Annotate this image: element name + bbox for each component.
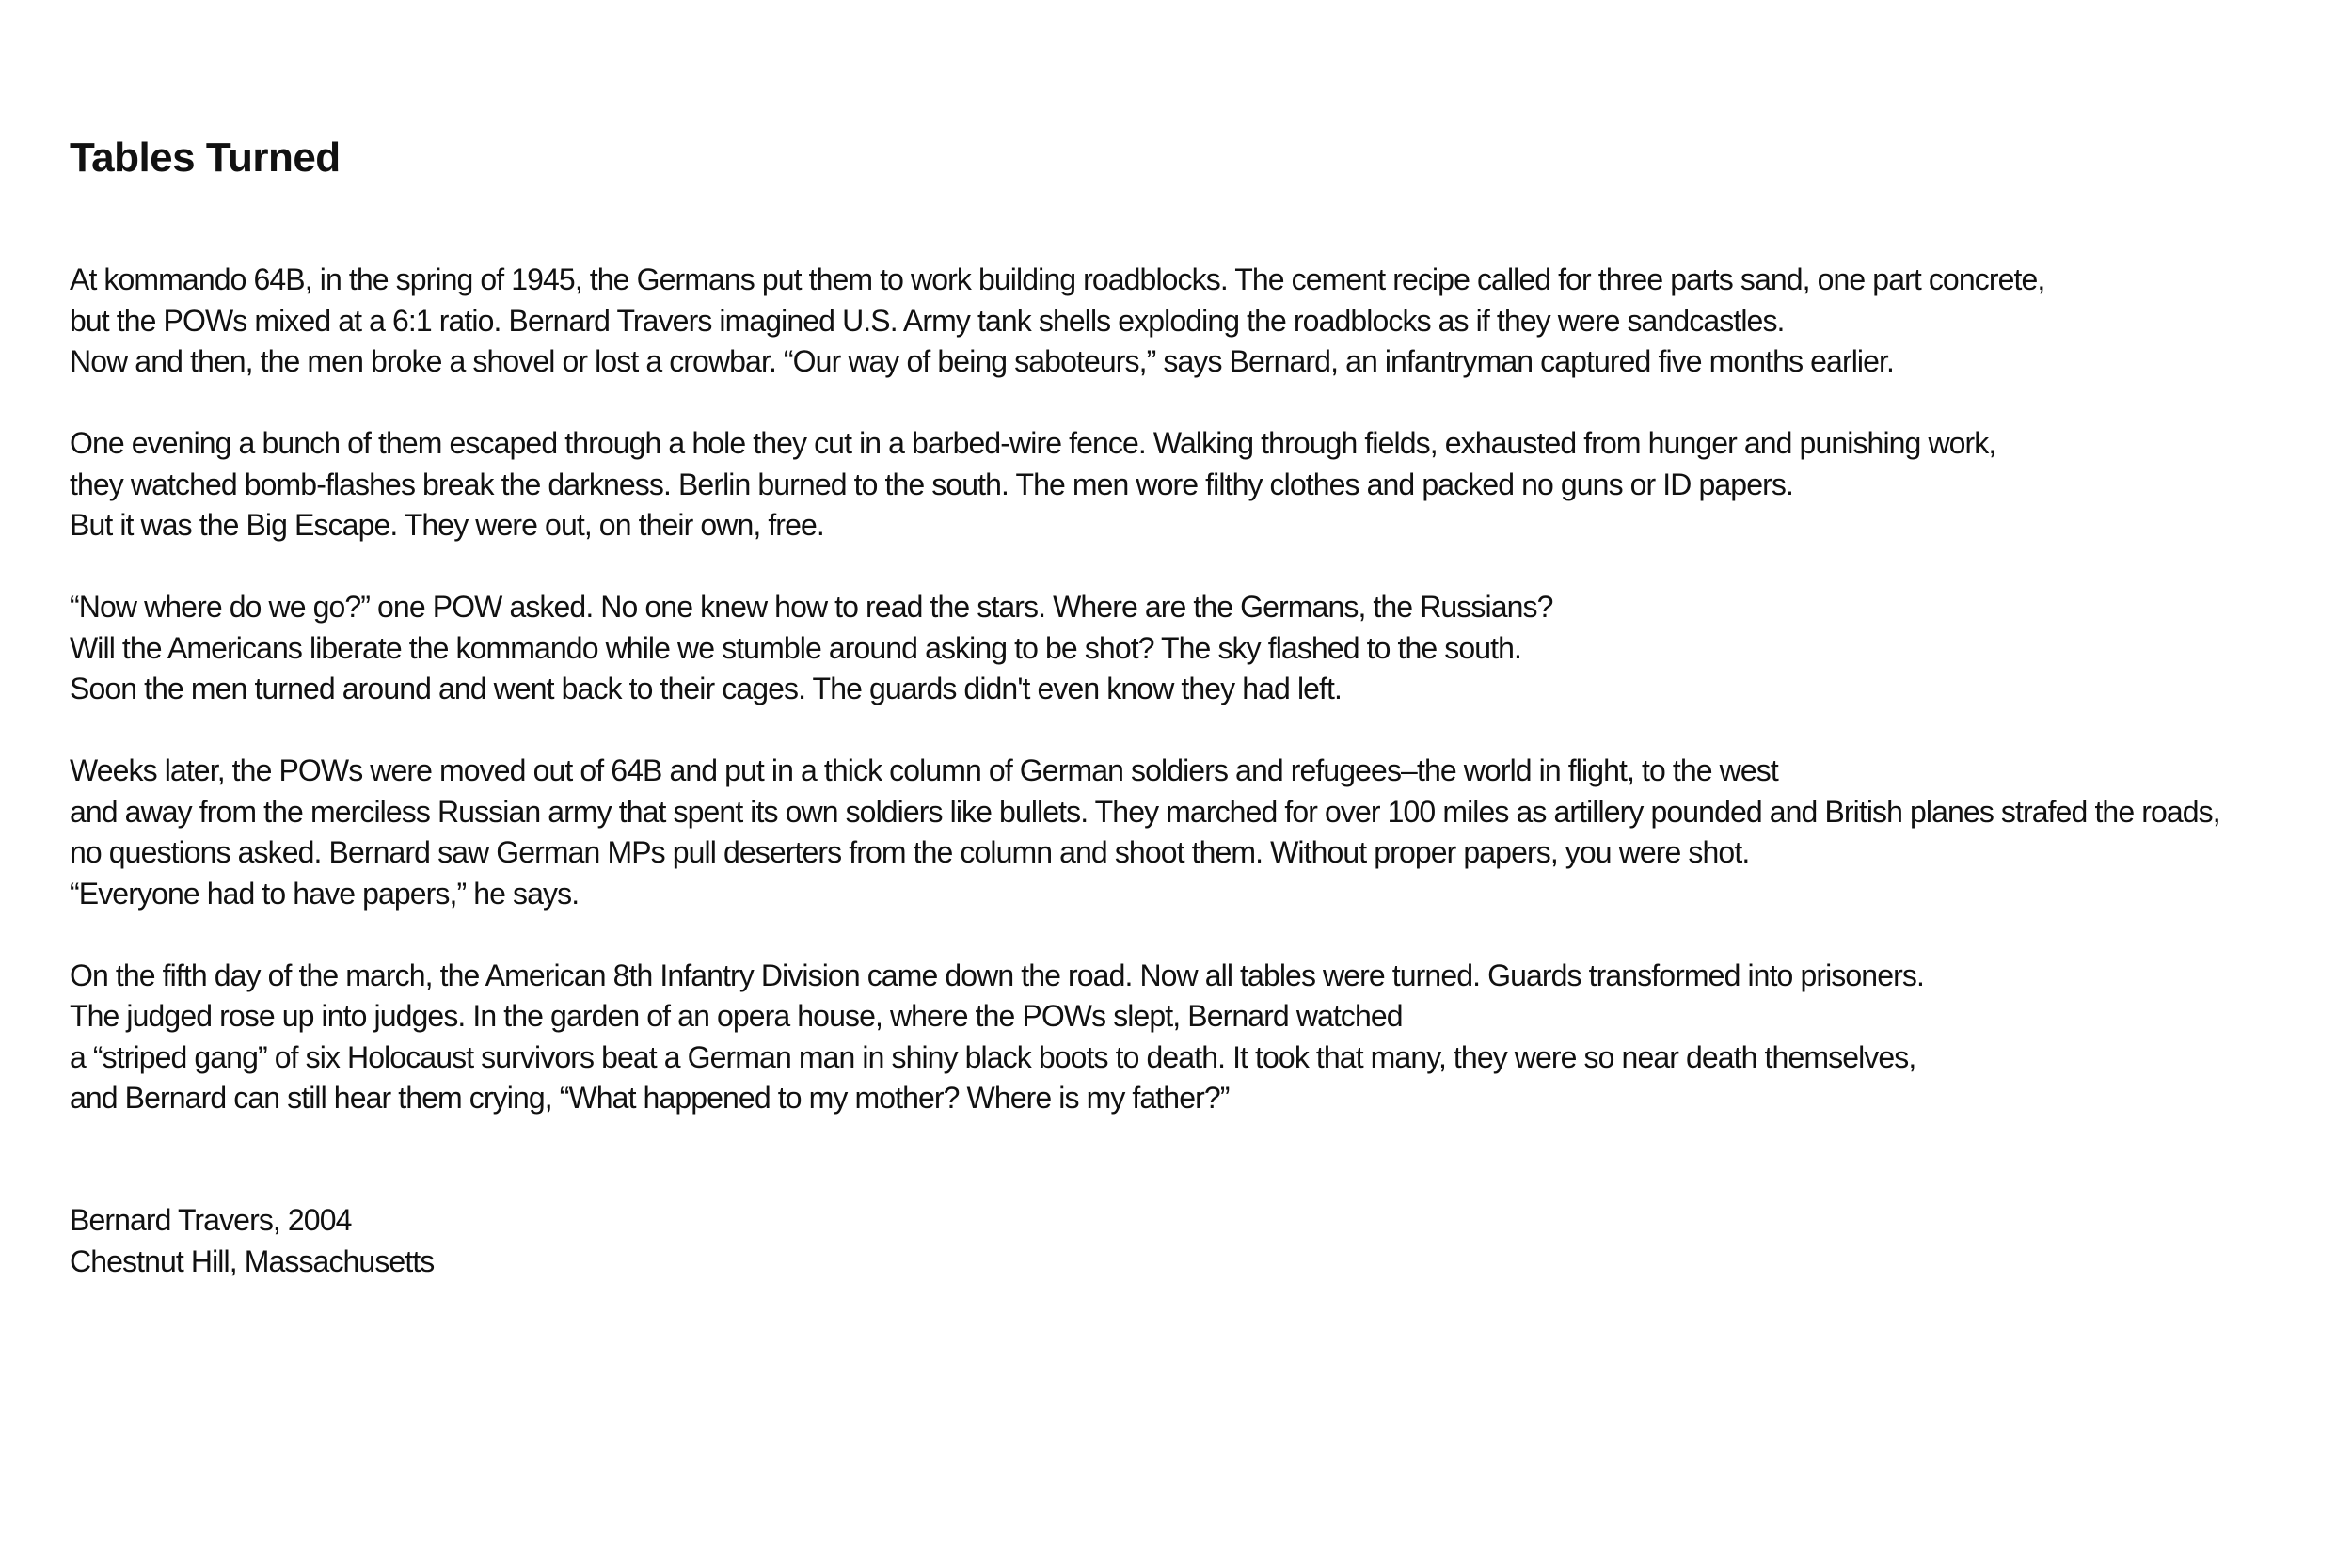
text-line: Will the Americans liberate the kommando while we stumble around asking to be shot? The sky flashed to the south.	[70, 630, 1522, 665]
attribution	[70, 1200, 434, 1282]
paragraph-2	[70, 423, 2337, 546]
page-title: Tables Turned	[70, 135, 341, 181]
attribution-location: Chestnut Hill, Massachusetts	[70, 1243, 435, 1278]
paragraph-1	[70, 260, 2337, 383]
text-line: Now and then, the men broke a shovel or lost a crowbar. “Our way of being saboteurs,” says Bernard, an infantryman captured five months earlier.	[70, 344, 1895, 378]
text-line: a “striped gang” of six Holocaust survivors beat a German man in shiny black boots to death. It took that many, they were so near death themselves,	[70, 1039, 1916, 1074]
attribution-name-year: Bernard Travers, 2004	[70, 1203, 352, 1237]
text-line: At kommando 64B, in the spring of 1945, the Germans put them to work building roadblocks. The cement recipe called for three parts sand, one part concrete,	[70, 262, 2045, 296]
text-line: no questions asked. Bernard saw German MPs pull deserters from the column and shoot them. Without proper papers, you were shot.	[70, 835, 1750, 869]
text-line: But it was the Big Escape. They were out, on their own, free.	[70, 508, 824, 542]
paragraph-5	[70, 956, 2337, 1119]
text-line: and away from the merciless Russian army that spent its own soldiers like bullets. They marched for over 100 miles as artillery pounded and British planes strafed the roads,	[70, 794, 2220, 829]
text-line: and Bernard can still hear them crying, “What happened to my mother? Where is my father?”	[70, 1081, 1230, 1115]
text-line: On the fifth day of the march, the American 8th Infantry Division came down the road. Now all tables were turned. Guards transformed into prisoners.	[70, 958, 1924, 992]
story-body	[70, 260, 2337, 1160]
paragraph-4	[70, 751, 2337, 914]
text-line: “Now where do we go?” one POW asked. No one knew how to read the stars. Where are the Germans, the Russians?	[70, 590, 1553, 624]
text-line: “Everyone had to have papers,” he says.	[70, 876, 580, 911]
text-line: Soon the men turned around and went back to their cages. The guards didn't even know they had left.	[70, 672, 1343, 705]
text-line: The judged rose up into judges. In the garden of an opera house, where the POWs slept, Bernard watched	[70, 999, 1403, 1033]
text-line: Weeks later, the POWs were moved out of 64B and put in a thick column of German soldiers and refugees–the world in flight, to the west	[70, 753, 1778, 787]
text-line: but the POWs mixed at a 6:1 ratio. Bernard Travers imagined U.S. Army tank shells exploding the roadblocks as if they were sandcastles.	[70, 303, 1785, 338]
paragraph-3	[70, 587, 2337, 710]
text-line: they watched bomb-flashes break the darkness. Berlin burned to the south. The men wore filthy clothes and packed no guns or ID papers.	[70, 467, 1793, 501]
text-line: One evening a bunch of them escaped through a hole they cut in a barbed-wire fence. Walking through fields, exhausted from hunger and punishing work,	[70, 426, 1996, 460]
